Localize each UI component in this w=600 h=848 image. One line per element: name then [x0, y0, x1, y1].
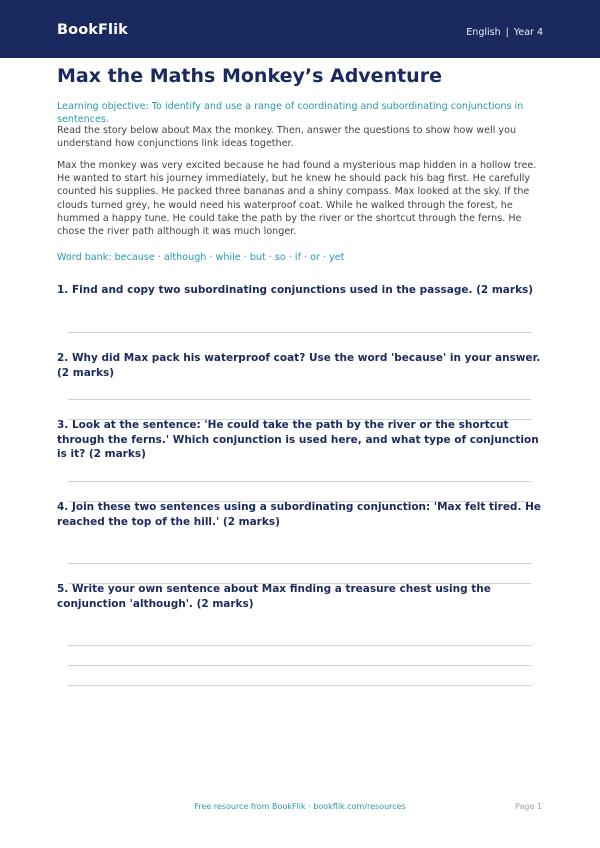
brand-logo: BookFlik: [57, 22, 128, 38]
header-bar: [0, 0, 600, 58]
word-bank: Word bank: because · although · while · but · so · if · or · yet: [57, 252, 345, 263]
answer-line[interactable]: [68, 645, 531, 646]
learning-objective: Learning objective: To identify and use a range of coordinating and subordinating conjunctions in sentences.: [57, 101, 524, 125]
question-4: 4. Join these two sentences using a subordinating conjunction: 'Max felt tired. He reached the top of the hill.' (2 marks): [57, 501, 542, 528]
answer-line[interactable]: [68, 332, 531, 333]
year-label: Year 4: [513, 27, 543, 38]
story-passage: Max the monkey was very excited because he had found a mysterious map hidden in a hollow tree. He wanted to start his journey immediately, but he knew he should pack his bag first. He carefully counted his supplies. He packed three bananas and a shiny compass. Max looked at the sky. If the clouds turned grey, he would need his waterproof coat. While he walked through the forest, he hummed a happy tune. He could take the path by the river or the shortcut through the ferns. He chose the river path although it was much longer.: [57, 160, 537, 238]
page-title: Max the Maths Monkey’s Adventure: [57, 65, 442, 87]
question-3: 3. Look at the sentence: 'He could take the path by the river or the shortcut through the ferns.' Which conjunction is used here, and what type of conjunction is it? (2 marks): [57, 419, 539, 460]
answer-line[interactable]: [68, 685, 531, 686]
subject-year: [466, 27, 543, 38]
intro-text: Read the story below about Max the monkey. Then, answer the questions to show how well you understand how conjunctions link ideas together.: [57, 125, 517, 150]
answer-line[interactable]: [68, 399, 531, 400]
footer-credit[interactable]: Free resource from BookFlik · bookflik.com/resources: [194, 802, 406, 811]
page-number: Page 1: [515, 802, 542, 811]
subject-label: English: [466, 27, 501, 38]
question-1: 1. Find and copy two subordinating conjunctions used in the passage. (2 marks): [57, 284, 534, 296]
answer-line[interactable]: [68, 481, 531, 482]
question-2: 2. Why did Max pack his waterproof coat? Use the word 'because' in your answer. (2 marks): [57, 352, 541, 379]
meta-separator: |: [505, 27, 509, 38]
question-5: 5. Write your own sentence about Max finding a treasure chest using the conjunction 'although'. (2 marks): [57, 583, 491, 610]
answer-line[interactable]: [68, 563, 531, 564]
answer-line[interactable]: [68, 665, 531, 666]
